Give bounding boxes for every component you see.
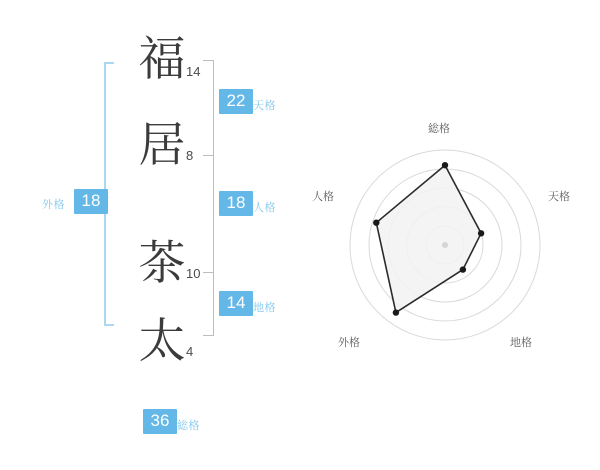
radar-data-point	[460, 266, 466, 272]
chikaku-bracket-top	[203, 272, 214, 273]
jinkaku-value: 18	[219, 191, 253, 216]
radar-axis-label-4: 人格	[312, 191, 334, 203]
jinkaku-bracket-top	[203, 155, 214, 156]
radar-center-dot	[442, 242, 448, 248]
tenkaku-bracket-vertical	[213, 60, 214, 156]
kanji-strokes-1: 14	[186, 64, 201, 79]
kanji-char-1: 福	[138, 32, 186, 87]
radar-axis-label-1: 天格	[548, 191, 570, 203]
tenkaku-bracket-top	[203, 60, 214, 61]
gaikaku-label: 外格	[42, 199, 65, 211]
tenkaku-value: 22	[219, 89, 253, 114]
radar-axis-label-3: 外格	[338, 337, 360, 349]
kanji-char-4: 太	[138, 314, 186, 369]
radar-chart-svg	[300, 0, 600, 470]
gaikaku-bracket-top	[104, 62, 114, 64]
radar-data-point	[478, 230, 484, 236]
chikaku-bracket-bottom	[203, 335, 214, 336]
radar-chart-panel	[300, 0, 600, 470]
radar-data-point	[393, 309, 399, 315]
kanji-char-3: 茶	[138, 236, 186, 291]
soukaku-label: 総格	[177, 420, 200, 432]
radar-data-point	[442, 162, 448, 168]
kanji-strokes-3: 10	[186, 266, 201, 281]
chikaku-label: 地格	[253, 302, 276, 314]
chikaku-bracket-vertical	[213, 272, 214, 336]
kanji-strokes-2: 8	[186, 148, 194, 163]
radar-data-point	[373, 220, 379, 226]
radar-axis-label-2: 地格	[510, 337, 532, 349]
tenkaku-label: 天格	[253, 100, 276, 112]
kanji-char-2: 居	[138, 118, 186, 173]
chikaku-value: 14	[219, 291, 253, 316]
jinkaku-label: 人格	[253, 202, 276, 214]
gaikaku-value: 18	[74, 189, 108, 214]
soukaku-value: 36	[143, 409, 177, 434]
kanji-strokes-4: 4	[186, 344, 194, 359]
radar-axis-label-0: 総格	[428, 123, 450, 135]
jinkaku-bracket-vertical	[213, 155, 214, 273]
gaikaku-bracket-bottom	[104, 324, 114, 326]
